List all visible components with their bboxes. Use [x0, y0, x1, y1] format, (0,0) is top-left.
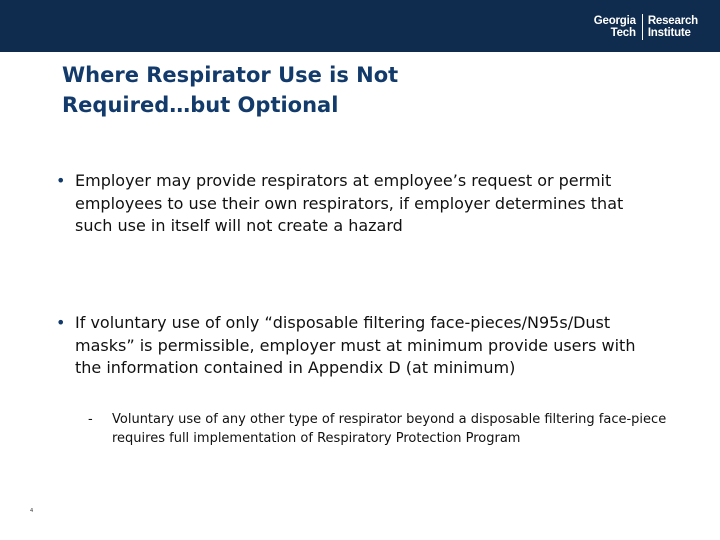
bullet-text: If voluntary use of only “disposable filtering face-pieces/N95s/Dust masks” is permissible, employer must at minimum provide users with the information contained in Appendix D (at minimum) — [75, 313, 636, 377]
slide-title-line-2: Required…but Optional — [62, 93, 339, 117]
bullet-marker: • — [56, 313, 66, 332]
bullet-voluntary-use — [56, 312, 636, 380]
header-bar — [0, 0, 720, 52]
subbullet-text: Voluntary use of any other type of respirator beyond a disposable filtering face-piece requires full implementation of Respiratory Protection Program — [112, 412, 667, 446]
logo-georgia-text: Georgia — [593, 15, 636, 27]
bullet-employer-may-provide — [56, 170, 636, 238]
slide-title — [62, 60, 622, 120]
slide-title-line-1: Where Respirator Use is Not — [62, 63, 399, 87]
logo-tech-text: Tech — [610, 27, 636, 39]
logo-divider — [642, 14, 643, 40]
logo-research-text: Research — [647, 15, 698, 27]
subbullet-other-respirator-type — [88, 410, 688, 448]
slide-number: 4 — [30, 508, 34, 514]
bullet-text: Employer may provide respirators at employee’s request or permit employees to use their own respirators, if employer determines that such use in itself will not create a hazard — [75, 171, 624, 235]
logo-right-block — [645, 14, 698, 40]
subbullet-marker: - — [88, 412, 93, 427]
bullet-marker: • — [56, 171, 66, 190]
georgia-tech-research-institute-logo — [594, 14, 698, 40]
logo-left-block — [594, 14, 640, 40]
logo-institute-text: Institute — [647, 27, 691, 39]
